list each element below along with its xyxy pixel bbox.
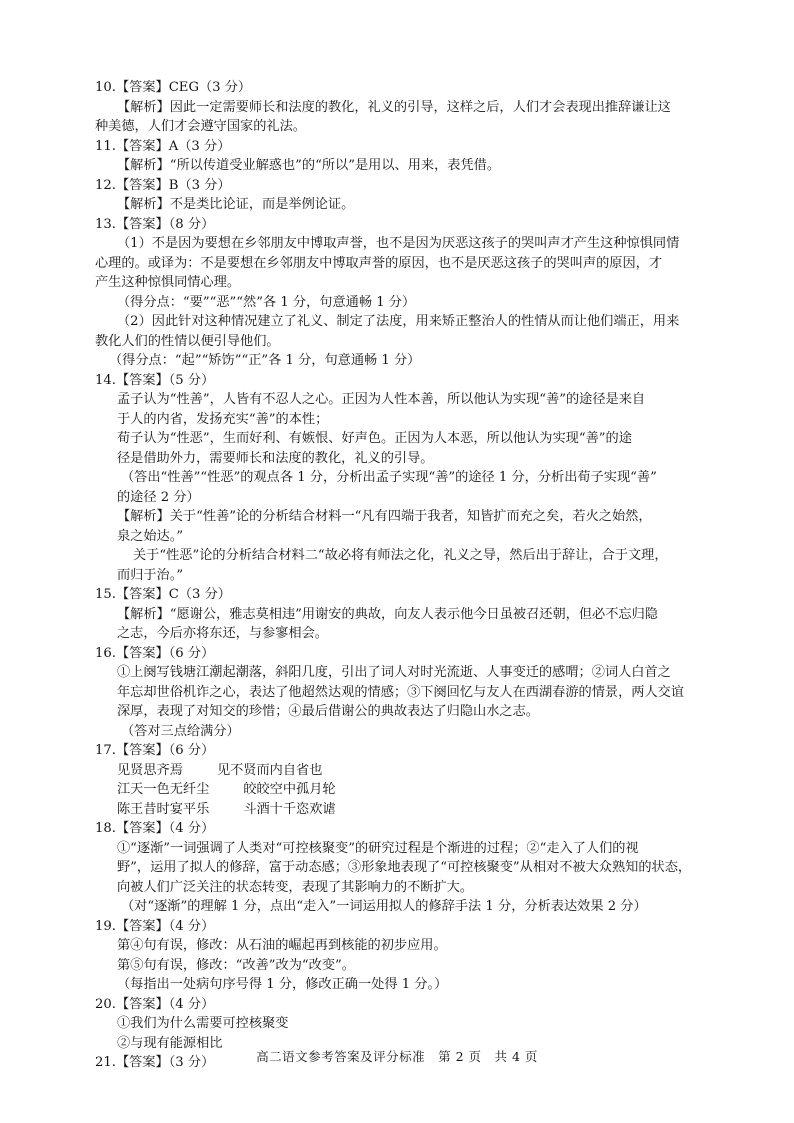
text-line: 19.【答案】（4 分）: [95, 918, 215, 934]
poem-line: [95, 800, 715, 820]
text-line: 第⑤句有误，修改：“改善”改为“改变”。: [117, 957, 355, 973]
text-line: （2）因此针对这种情况建立了礼义、制定了法度，用来矫正整治人的性情从而让他们端正，用来: [117, 314, 680, 329]
text-line: 向被人们广泛关注的状态转变，表现了其影响力的不断扩大。: [117, 879, 474, 895]
text-line: 第④句有误，修改：从石油的崛起再到核能的初步应用。: [117, 938, 447, 953]
text-line: 径是借助外力，需要师长和法度的教化，礼义的引导。: [117, 450, 434, 466]
text-line: 之志，今后亦将东还，与参寥相会。: [117, 626, 328, 641]
text-line: ②与现有能源相比: [117, 1035, 223, 1051]
text-line: 【解析】“愿谢公，雅志莫相违”用谢安的典故，向友人表示他今日虽被召还朝，但必不忘归隐: [117, 606, 658, 622]
text-line: 年忘却世俗机诈之心，表达了他超然达观的情感；③下阕回忆与友人在西湖春游的情景，两人交谊: [117, 684, 685, 700]
text-line: 18.【答案】（4 分）: [95, 821, 215, 836]
text-line: （1）不是因为要想在乡邻朋友中博取声誉，也不是因为厌恶这孩子的哭叫声才产生这种惊惧同情: [117, 236, 680, 251]
poem-first-half: 江天一色无纤尘: [117, 782, 210, 797]
text-line: 13.【答案】（8 分）: [95, 216, 215, 232]
text-line: ①上阕写钱塘江潮起潮落，斜阳几度，引出了词人对时光流逝、人事变迁的感喟；②词人白首之: [117, 665, 671, 680]
text-line: 【解析】“所以传道受业解惑也”的“所以”是用以、用来，表凭借。: [117, 158, 501, 173]
answer-content: [95, 78, 715, 1073]
answer-block-10-17: [95, 78, 715, 761]
text-line: 15.【答案】C（3 分）: [95, 587, 231, 602]
text-line: 而归于治。”: [117, 567, 184, 583]
text-line: （答出“性善”“性恶”的观点各 1 分，分析出孟子实现“善”的途径 1 分，分析出荀子实现“善”: [121, 470, 657, 485]
text-line: 21.【答案】（3 分）: [95, 1055, 215, 1070]
text-line: 的途径 2 分）: [117, 489, 200, 505]
text-line: （得分点：“要”“恶”“然”各 1 分，句意通畅 1 分）: [117, 294, 416, 310]
text-line: 17.【答案】（6 分）: [95, 743, 215, 758]
text-line: 关于“性恶”论的分析结合材料二“故必将有师法之化，礼义之导，然后出于辞让，合于文理，: [133, 548, 668, 563]
text-line: 产生这种惊惧同情心理。: [95, 275, 241, 290]
text-line: 深厚，表现了对知交的珍惜；④最后借谢公的典故表达了归隐山水之志。: [117, 704, 539, 719]
text-line: 心理的。或译为：不是要想在乡邻朋友中博取声誉的原因，也不是厌恶这孩子的哭叫声的原因，才: [95, 255, 663, 271]
text-line: 20.【答案】（4 分）: [95, 996, 215, 1012]
text-line: 种美德，人们才会遵守国家的礼法。: [95, 119, 306, 134]
text-line: 11.【答案】A（3 分）: [95, 138, 231, 154]
text-line: 孟子认为“性善”，人皆有不忍人之心。正因为人性本善，所以他认为实现“善”的途径是来自: [117, 392, 646, 407]
text-line: ①我们为什么需要可控核聚变: [117, 1016, 289, 1031]
poem-answers: [95, 761, 715, 820]
text-line: （答对三点给满分）: [121, 723, 240, 739]
text-line: 野”，运用了拟人的修辞，富于动态感；③形象地表现了“可控核聚变”从相对不被大众熟知的状态，: [117, 860, 692, 875]
text-line: 14.【答案】（5 分）: [95, 372, 215, 388]
text-line: 【解析】关于“性善”论的分析结合材料一“凡有四端于我者，知皆扩而充之矣，若火之始然，: [117, 509, 652, 524]
text-line: 荀子认为“性恶”，生而好利、有嫉恨、好声色。正因为人本恶，所以他认为实现“善”的途: [117, 431, 632, 446]
text-line: （每指出一处病句序号得 1 分，修改正确一处得 1 分。）: [117, 977, 448, 992]
text-line: 10.【答案】CEG（3 分）: [95, 80, 252, 95]
text-line: （得分点：“起”“矫饬”“正”各 1 分，句意通畅 1 分）: [109, 353, 421, 368]
poem-line: [95, 780, 715, 800]
poem-line: [95, 761, 715, 781]
poem-first-half: 陈王昔时宴平乐: [117, 801, 210, 817]
text-line: ①“逐渐”一词强调了人类对“可控核聚变”的研究过程是个渐进的过程；②“走入了人们的视: [117, 840, 639, 856]
answer-block-18-21: [95, 819, 715, 1073]
text-line: 于人的内省，发扬充实“善”的本性；: [117, 411, 329, 427]
text-line: 16.【答案】（6 分）: [95, 645, 215, 661]
text-line: 12.【答案】B（3 分）: [95, 177, 231, 193]
poem-second-half: 见不贤而内自省也: [216, 762, 323, 778]
text-line: （对“逐渐”的理解 1 分，点出“走入”一词运用拟人的修辞手法 1 分，分析表达效果 2 分）: [121, 899, 647, 914]
page-footer: 高二语文参考答案及评分标准 第 2 页 共 4 页: [256, 1049, 538, 1064]
poem-first-half: 见贤思齐焉: [117, 762, 183, 778]
poem-second-half: 斗酒十千恣欢谑: [243, 801, 336, 817]
text-line: 教化人们的性情以便引导他们。: [95, 333, 280, 349]
text-line: 【解析】不是类比论证，而是举例论证。: [117, 197, 355, 212]
text-line: 【解析】因此一定需要师长和法度的教化，礼义的引导，这样之后，人们才会表现出推辞谦让这: [117, 99, 671, 115]
poem-second-half: 皎皎空中孤月轮: [243, 782, 336, 797]
text-line: 泉之始达。”: [117, 528, 184, 544]
